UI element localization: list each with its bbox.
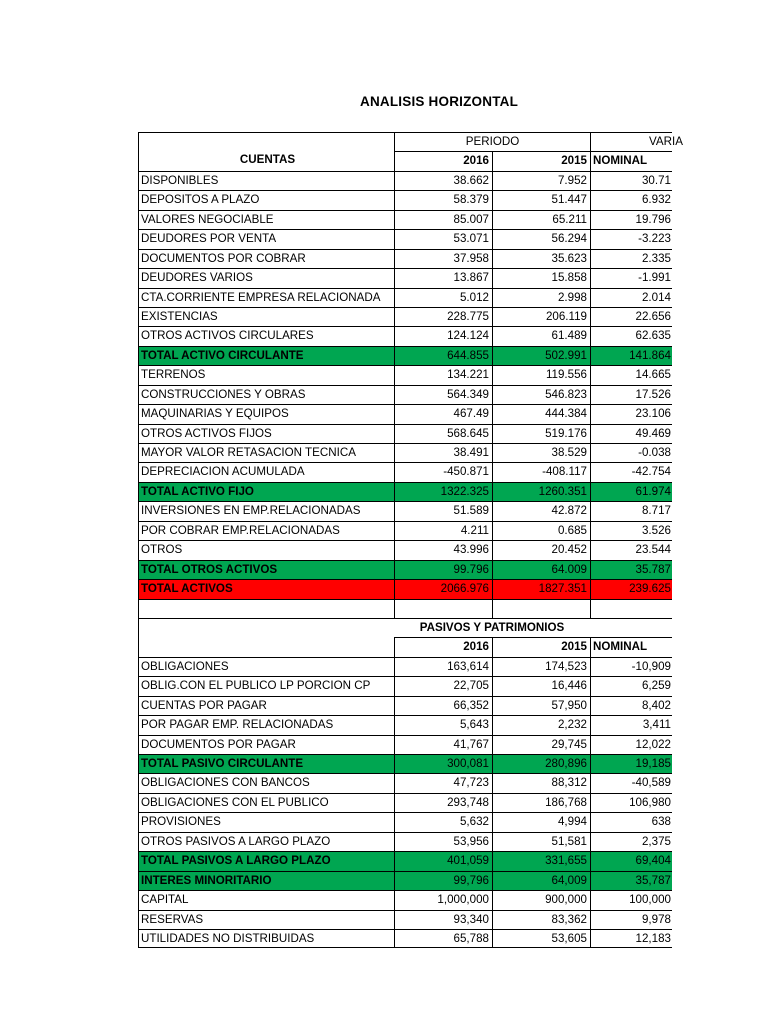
row-label[interactable]: INVERSIONES EN EMP.RELACIONADAS	[138, 501, 394, 520]
value-nominal[interactable]: 49.469	[590, 424, 672, 443]
value-2015[interactable]: 16,446	[492, 676, 590, 695]
value-2016[interactable]: 644.855	[394, 346, 492, 365]
pasivos-header-row	[138, 618, 672, 637]
value-nominal[interactable]: 239.625	[590, 579, 672, 598]
value-2016[interactable]: 51.589	[394, 501, 492, 520]
value-nominal[interactable]: -42.754	[590, 462, 672, 481]
value-2015[interactable]: 546.823	[492, 385, 590, 404]
header-row-periodo	[138, 132, 683, 151]
header-cell-empty[interactable]	[590, 618, 672, 637]
value-2015[interactable]: 56.294	[492, 229, 590, 248]
value-nominal[interactable]: 3.526	[590, 521, 672, 540]
value-2016[interactable]: 5,643	[394, 715, 492, 734]
value-2016[interactable]: 5.012	[394, 288, 492, 307]
value-2015[interactable]: -408.117	[492, 462, 590, 481]
value-2015[interactable]: 88,312	[492, 773, 590, 792]
spacer-cell[interactable]	[394, 599, 492, 618]
table-row	[138, 793, 672, 812]
row-label[interactable]: OBLIGACIONES	[138, 657, 394, 676]
value-nominal[interactable]: 12,022	[590, 735, 672, 754]
table-row	[138, 171, 672, 190]
row-label[interactable]: CONSTRUCCIONES Y OBRAS	[138, 385, 394, 404]
value-2015[interactable]: 186,768	[492, 793, 590, 812]
row-label[interactable]: DOCUMENTOS POR PAGAR	[138, 735, 394, 754]
value-nominal[interactable]: 106,980	[590, 793, 672, 812]
row-label[interactable]: UTILIDADES NO DISTRIBUIDAS	[138, 929, 394, 948]
table-row	[138, 501, 672, 520]
spacer-cell[interactable]	[590, 599, 672, 618]
value-nominal[interactable]: 2.014	[590, 288, 672, 307]
value-2016[interactable]: 228.775	[394, 307, 492, 326]
value-nominal[interactable]: 23.106	[590, 404, 672, 423]
header-row-years	[138, 151, 672, 170]
table-row	[138, 521, 672, 540]
value-2015[interactable]: 42.872	[492, 501, 590, 520]
table-row	[138, 404, 672, 423]
value-2016[interactable]: 13.867	[394, 268, 492, 287]
value-2016[interactable]: 124.124	[394, 326, 492, 345]
value-2016[interactable]: 47,723	[394, 773, 492, 792]
table-row	[138, 540, 672, 559]
row-label[interactable]: TOTAL ACTIVOS	[138, 579, 394, 598]
table-row	[138, 307, 672, 326]
table-row	[138, 268, 672, 287]
value-2016[interactable]: 66,352	[394, 696, 492, 715]
table-row	[138, 812, 672, 831]
value-2016[interactable]: 65,788	[394, 929, 492, 948]
value-2016[interactable]: 22,705	[394, 676, 492, 695]
row-label[interactable]: MAYOR VALOR RETASACION TECNICA	[138, 443, 394, 462]
table-row	[138, 229, 672, 248]
value-2016[interactable]: 564.349	[394, 385, 492, 404]
value-2015[interactable]: 280,896	[492, 754, 590, 773]
value-nominal[interactable]: 8,402	[590, 696, 672, 715]
value-2015[interactable]: 64,009	[492, 871, 590, 890]
value-2016[interactable]: 99,796	[394, 871, 492, 890]
row-label[interactable]: TOTAL PASIVO CIRCULANTE	[138, 754, 394, 773]
spacer-row	[138, 599, 672, 618]
row-label[interactable]: TERRENOS	[138, 365, 394, 384]
row-label[interactable]: VALORES NEGOCIABLE	[138, 210, 394, 229]
header-year-2016[interactable]: 2016	[394, 151, 492, 170]
value-2015[interactable]: 0.685	[492, 521, 590, 540]
header-cuentas[interactable]: CUENTAS	[138, 151, 394, 170]
value-2016[interactable]: -450.871	[394, 462, 492, 481]
pasivos-header-years	[138, 637, 672, 656]
value-nominal[interactable]: 22.656	[590, 307, 672, 326]
table-row	[138, 560, 672, 579]
table-row	[138, 871, 672, 890]
table-row	[138, 910, 672, 929]
table-row	[138, 326, 672, 345]
row-label[interactable]: POR PAGAR EMP. RELACIONADAS	[138, 715, 394, 734]
value-2015[interactable]: 51.447	[492, 190, 590, 209]
table-row	[138, 482, 672, 501]
value-2015[interactable]: 519.176	[492, 424, 590, 443]
value-2015[interactable]: 53,605	[492, 929, 590, 948]
row-label[interactable]: TOTAL ACTIVO CIRCULANTE	[138, 346, 394, 365]
value-2015[interactable]: 57,950	[492, 696, 590, 715]
value-nominal[interactable]: 35,787	[590, 871, 672, 890]
row-label[interactable]: CAPITAL	[138, 890, 394, 909]
value-2016[interactable]: 467.49	[394, 404, 492, 423]
spreadsheet-table	[138, 132, 683, 948]
table-row	[138, 929, 672, 948]
value-2016[interactable]: 568.645	[394, 424, 492, 443]
value-2016[interactable]: 38.491	[394, 443, 492, 462]
row-label[interactable]: TOTAL PASIVOS A LARGO PLAZO	[138, 851, 394, 870]
value-2015[interactable]: 35.623	[492, 249, 590, 268]
table-row	[138, 346, 672, 365]
value-2016[interactable]: 293,748	[394, 793, 492, 812]
value-nominal[interactable]: 2.335	[590, 249, 672, 268]
value-2015[interactable]: 20.452	[492, 540, 590, 559]
table-row	[138, 210, 672, 229]
table-row	[138, 288, 672, 307]
row-label[interactable]: OTROS	[138, 540, 394, 559]
value-nominal[interactable]: 3,411	[590, 715, 672, 734]
table-row	[138, 249, 672, 268]
value-2015[interactable]: 119.556	[492, 365, 590, 384]
value-2016[interactable]: 5,632	[394, 812, 492, 831]
value-nominal[interactable]: 17.526	[590, 385, 672, 404]
value-nominal[interactable]: -1.991	[590, 268, 672, 287]
spacer-cell[interactable]	[138, 599, 394, 618]
table-row	[138, 365, 672, 384]
row-label[interactable]: OBLIGACIONES CON EL PUBLICO	[138, 793, 394, 812]
value-2016[interactable]: 4.211	[394, 521, 492, 540]
table-row	[138, 676, 672, 695]
value-2015[interactable]: 444.384	[492, 404, 590, 423]
pasivos-rows	[138, 657, 672, 949]
row-label[interactable]: OBLIGACIONES CON BANCOS	[138, 773, 394, 792]
value-2015[interactable]: 29,745	[492, 735, 590, 754]
value-2016[interactable]: 53,956	[394, 832, 492, 851]
table-row	[138, 385, 672, 404]
value-nominal[interactable]: 30.71	[590, 171, 672, 190]
row-label[interactable]: TOTAL OTROS ACTIVOS	[138, 560, 394, 579]
row-label[interactable]: OTROS ACTIVOS FIJOS	[138, 424, 394, 443]
activos-rows	[138, 171, 672, 599]
value-2016[interactable]: 134.221	[394, 365, 492, 384]
table-row	[138, 890, 672, 909]
pasivos-header-nominal[interactable]: NOMINAL	[590, 637, 672, 656]
value-2016[interactable]: 300,081	[394, 754, 492, 773]
row-label[interactable]: DOCUMENTOS POR COBRAR	[138, 249, 394, 268]
table-row	[138, 696, 672, 715]
value-2015[interactable]: 206.119	[492, 307, 590, 326]
value-2016[interactable]: 58.379	[394, 190, 492, 209]
table-row	[138, 424, 672, 443]
row-label[interactable]: OBLIG.CON EL PUBLICO LP PORCION CP	[138, 676, 394, 695]
value-2016[interactable]: 43.996	[394, 540, 492, 559]
value-2015[interactable]: 2.998	[492, 288, 590, 307]
value-2016[interactable]: 401,059	[394, 851, 492, 870]
row-label[interactable]: TOTAL ACTIVO FIJO	[138, 482, 394, 501]
value-2015[interactable]: 2,232	[492, 715, 590, 734]
value-nominal[interactable]: -3.223	[590, 229, 672, 248]
value-nominal[interactable]: 8.717	[590, 501, 672, 520]
header-cell-empty[interactable]	[138, 618, 394, 637]
row-label[interactable]: CUENTAS POR PAGAR	[138, 696, 394, 715]
value-2015[interactable]: 38.529	[492, 443, 590, 462]
row-label[interactable]: INTERES MINORITARIO	[138, 871, 394, 890]
value-2015[interactable]: 331,655	[492, 851, 590, 870]
value-2015[interactable]: 502.991	[492, 346, 590, 365]
value-2015[interactable]: 15.858	[492, 268, 590, 287]
header-nominal[interactable]: NOMINAL	[590, 151, 672, 170]
row-label[interactable]: DEUDORES VARIOS	[138, 268, 394, 287]
value-2015[interactable]: 900,000	[492, 890, 590, 909]
page-title: ANALISIS HORIZONTAL	[360, 94, 519, 109]
value-2016[interactable]: 53.071	[394, 229, 492, 248]
row-label[interactable]: OTROS PASIVOS A LARGO PLAZO	[138, 832, 394, 851]
value-nominal[interactable]: 6,259	[590, 676, 672, 695]
row-label[interactable]: DEPOSITOS A PLAZO	[138, 190, 394, 209]
header-pasivos-patrimonios[interactable]: PASIVOS Y PATRIMONIOS	[394, 618, 590, 637]
value-nominal[interactable]: 2,375	[590, 832, 672, 851]
value-2016[interactable]: 1322.325	[394, 482, 492, 501]
row-label[interactable]: CTA.CORRIENTE EMPRESA RELACIONADA	[138, 288, 394, 307]
table-row	[138, 579, 672, 598]
value-2015[interactable]: 51,581	[492, 832, 590, 851]
value-nominal[interactable]: 14.665	[590, 365, 672, 384]
value-2016[interactable]: 2066.976	[394, 579, 492, 598]
row-label[interactable]: EXISTENCIAS	[138, 307, 394, 326]
value-nominal[interactable]: 100,000	[590, 890, 672, 909]
value-nominal[interactable]: 141.864	[590, 346, 672, 365]
table-row	[138, 735, 672, 754]
value-2016[interactable]: 163,614	[394, 657, 492, 676]
value-2016[interactable]: 38.662	[394, 171, 492, 190]
value-2015[interactable]: 65.211	[492, 210, 590, 229]
row-label[interactable]: OTROS ACTIVOS CIRCULARES	[138, 326, 394, 345]
value-nominal[interactable]: -10,909	[590, 657, 672, 676]
value-2015[interactable]: 7.952	[492, 171, 590, 190]
value-2015[interactable]: 61.489	[492, 326, 590, 345]
value-2015[interactable]: 64.009	[492, 560, 590, 579]
header-periodo[interactable]: PERIODO	[394, 132, 590, 151]
row-label[interactable]: POR COBRAR EMP.RELACIONADAS	[138, 521, 394, 540]
value-nominal[interactable]: -0.038	[590, 443, 672, 462]
table-row	[138, 773, 672, 792]
header-cell-empty[interactable]	[138, 132, 394, 151]
value-nominal[interactable]: 6.932	[590, 190, 672, 209]
value-2016[interactable]: 85.007	[394, 210, 492, 229]
value-2015[interactable]: 4,994	[492, 812, 590, 831]
value-nominal[interactable]: -40,589	[590, 773, 672, 792]
value-2015[interactable]: 1827.351	[492, 579, 590, 598]
value-2016[interactable]: 99.796	[394, 560, 492, 579]
value-nominal[interactable]: 19.796	[590, 210, 672, 229]
value-nominal[interactable]: 62.635	[590, 326, 672, 345]
value-2016[interactable]: 41,767	[394, 735, 492, 754]
row-label[interactable]: DEUDORES POR VENTA	[138, 229, 394, 248]
pasivos-header-year-2016[interactable]: 2016	[394, 637, 492, 656]
row-label[interactable]: RESERVAS	[138, 910, 394, 929]
table-row	[138, 754, 672, 773]
value-2016[interactable]: 93,340	[394, 910, 492, 929]
table-row	[138, 851, 672, 870]
table-row	[138, 657, 672, 676]
value-nominal[interactable]: 35.787	[590, 560, 672, 579]
value-nominal[interactable]: 61.974	[590, 482, 672, 501]
value-nominal[interactable]: 19,185	[590, 754, 672, 773]
row-label[interactable]: MAQUINARIAS Y EQUIPOS	[138, 404, 394, 423]
value-nominal[interactable]: 9,978	[590, 910, 672, 929]
table-row	[138, 715, 672, 734]
value-nominal[interactable]: 12,183	[590, 929, 672, 948]
header-cell-empty[interactable]	[138, 637, 394, 656]
header-year-2015[interactable]: 2015	[492, 151, 590, 170]
table-row	[138, 443, 672, 462]
header-variacion[interactable]: VARIA	[590, 132, 672, 151]
row-label[interactable]: PROVISIONES	[138, 812, 394, 831]
row-label[interactable]: DEPRECIACION ACUMULADA	[138, 462, 394, 481]
value-2015[interactable]: 1260.351	[492, 482, 590, 501]
row-label[interactable]: DISPONIBLES	[138, 171, 394, 190]
table-row	[138, 462, 672, 481]
value-2015[interactable]: 174,523	[492, 657, 590, 676]
value-2016[interactable]: 1,000,000	[394, 890, 492, 909]
spacer-cell[interactable]	[492, 599, 590, 618]
value-nominal[interactable]: 69,404	[590, 851, 672, 870]
table-row	[138, 832, 672, 851]
pasivos-header-year-2015[interactable]: 2015	[492, 637, 590, 656]
value-2016[interactable]: 37.958	[394, 249, 492, 268]
table-row	[138, 190, 672, 209]
value-nominal[interactable]: 23.544	[590, 540, 672, 559]
value-nominal[interactable]: 638	[590, 812, 672, 831]
value-2015[interactable]: 83,362	[492, 910, 590, 929]
